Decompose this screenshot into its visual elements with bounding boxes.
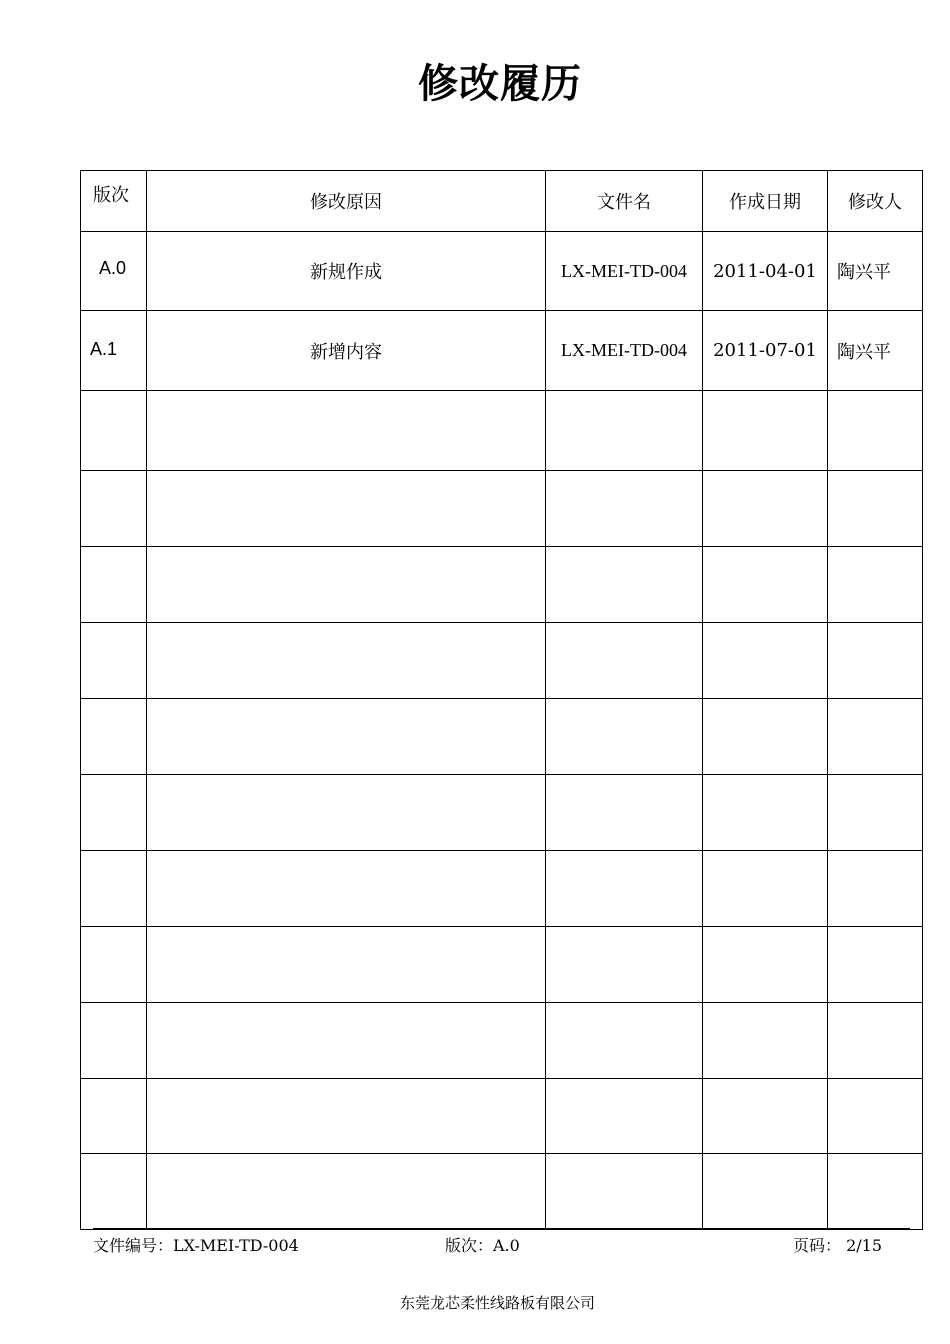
empty-cell [703,1154,828,1230]
empty-cell [546,927,703,1003]
empty-row [81,1154,923,1230]
empty-cell [828,547,923,623]
empty-cell [828,1003,923,1079]
empty-cell [703,471,828,547]
footer-doc-number: 文件编号：LX-MEI-TD-004 [93,1236,299,1255]
empty-cell [828,927,923,1003]
empty-cell [546,1003,703,1079]
empty-cell [546,1079,703,1154]
empty-cell [703,547,828,623]
empty-cell [828,1079,923,1154]
empty-cell [81,775,147,851]
empty-row [81,775,923,851]
row-modifier: 陶兴平 [828,232,923,311]
empty-cell [703,1079,828,1154]
empty-cell [828,699,923,775]
empty-cell [81,391,147,471]
empty-row [81,391,923,471]
header-reason: 修改原因 [147,171,546,232]
empty-cell [828,1154,923,1230]
company-name: 东莞龙芯柔性线路板有限公司 [399,1294,595,1312]
empty-cell [703,927,828,1003]
revision-history-table [80,170,923,1230]
empty-cell [81,623,147,699]
row-file-name: LX-MEI-TD-004 [546,311,703,391]
empty-cell [703,775,828,851]
header-created-date: 作成日期 [703,171,828,232]
empty-cell [147,547,546,623]
footer-version: 版次：A.0 [445,1236,520,1255]
row-modifier: 陶兴平 [828,311,923,391]
header-version: 版次 [81,171,147,232]
empty-cell [546,547,703,623]
table-row [81,311,923,391]
page-title: 修改履历 [418,60,582,107]
empty-cell [703,1003,828,1079]
row-created-date: 2011-07-01 [703,311,828,391]
empty-cell [81,851,147,927]
table-row [81,232,923,311]
empty-cell [147,699,546,775]
empty-row [81,851,923,927]
empty-cell [147,1079,546,1154]
empty-row [81,623,923,699]
empty-cell [147,623,546,699]
empty-cell [546,1154,703,1230]
row-version: A.1 [81,311,147,391]
header-modifier: 修改人 [828,171,923,232]
row-version: A.0 [81,232,147,311]
footer-divider [93,1228,910,1229]
header-file-name: 文件名 [546,171,703,232]
empty-cell [828,775,923,851]
empty-cell [703,851,828,927]
empty-row [81,471,923,547]
empty-cell [546,775,703,851]
empty-cell [147,1154,546,1230]
empty-cell [81,1003,147,1079]
empty-cell [703,391,828,471]
empty-cell [81,471,147,547]
empty-cell [828,471,923,547]
empty-cell [81,927,147,1003]
row-reason: 新规作成 [147,232,546,311]
empty-row [81,1003,923,1079]
empty-cell [546,391,703,471]
empty-cell [147,927,546,1003]
empty-cell [546,623,703,699]
empty-row [81,1079,923,1154]
empty-cell [546,699,703,775]
empty-cell [81,1079,147,1154]
empty-cell [546,851,703,927]
empty-row [81,547,923,623]
row-reason: 新增内容 [147,311,546,391]
empty-cell [147,851,546,927]
row-file-name: LX-MEI-TD-004 [546,232,703,311]
empty-cell [703,699,828,775]
empty-cell [703,623,828,699]
empty-cell [546,471,703,547]
table-header-row [81,171,923,232]
empty-cell [81,699,147,775]
empty-cell [147,391,546,471]
empty-cell [81,547,147,623]
empty-cell [828,623,923,699]
empty-cell [81,1154,147,1230]
footer-page-number: 页码： 2/15 [793,1236,883,1255]
empty-cell [828,391,923,471]
empty-row [81,927,923,1003]
empty-cell [147,471,546,547]
empty-cell [828,851,923,927]
row-created-date: 2011-04-01 [703,232,828,311]
empty-cell [147,775,546,851]
empty-cell [147,1003,546,1079]
empty-row [81,699,923,775]
